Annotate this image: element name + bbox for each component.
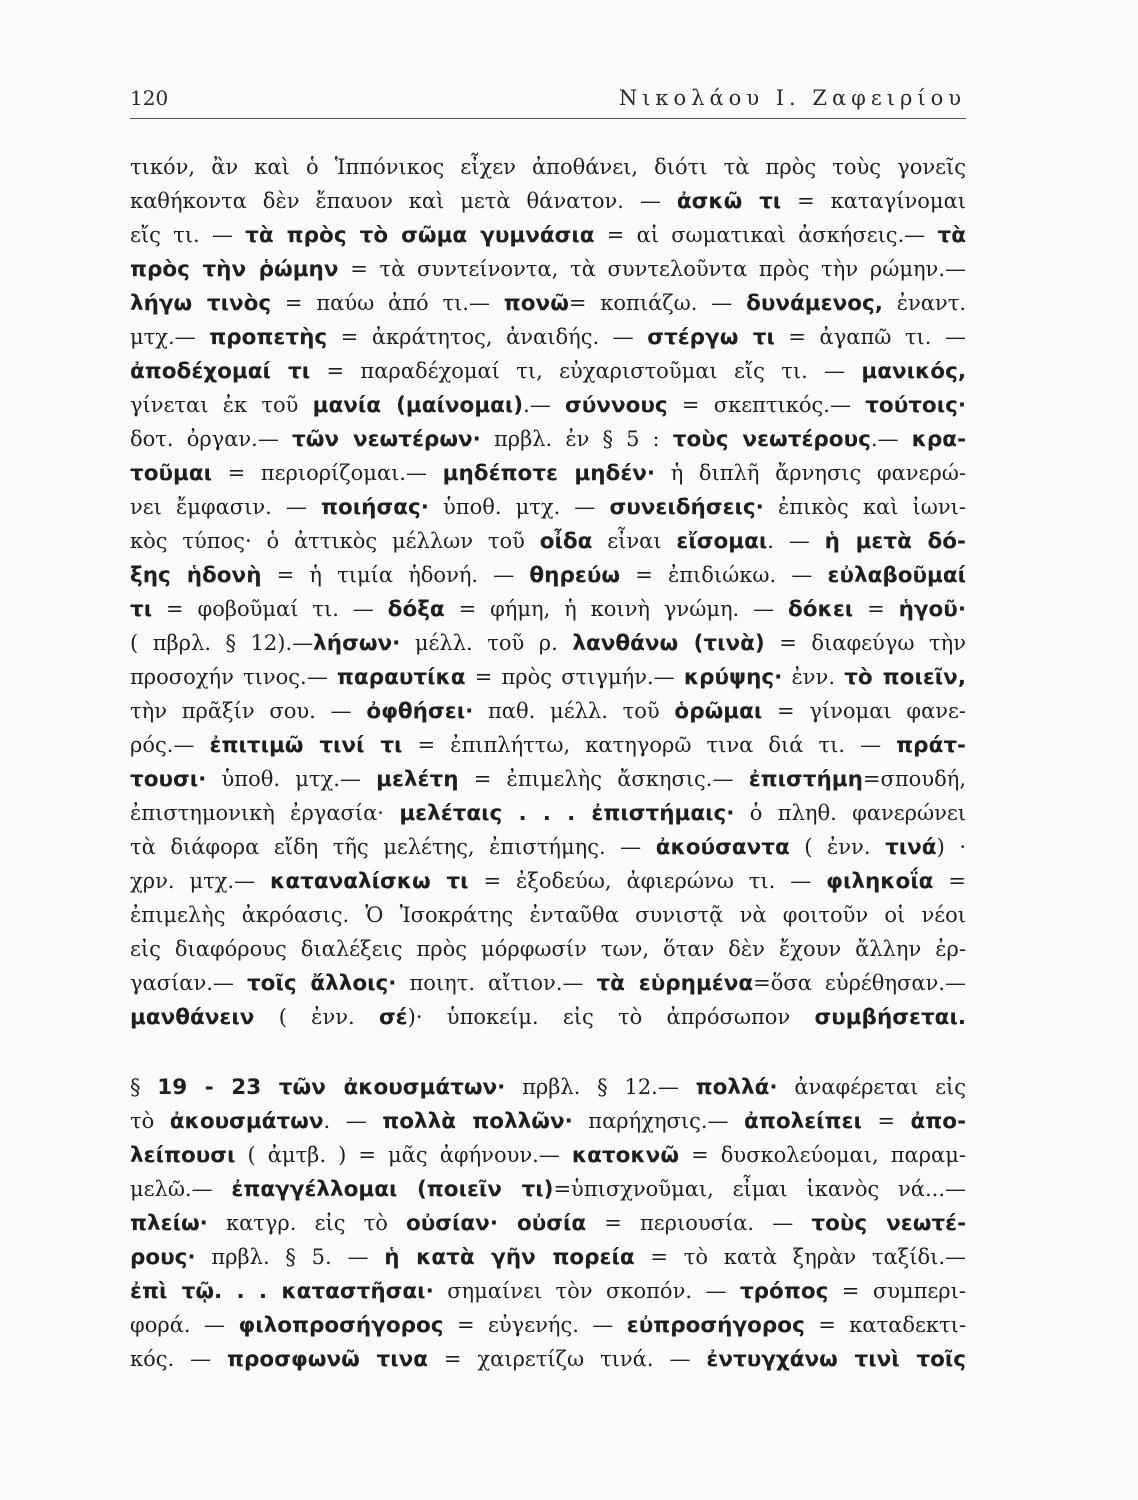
- text-run: = κοπιάζω. —: [568, 291, 747, 315]
- text-line: [130, 558, 966, 592]
- text-line: [130, 1206, 966, 1240]
- bold-term: συμβήσεται.: [814, 1005, 966, 1030]
- bold-term: προπετὴς: [209, 325, 328, 350]
- bold-term: ἐπιτιμῶ τινί τι: [209, 733, 403, 758]
- bold-term: τοῦμαι: [130, 461, 212, 486]
- text-line: [130, 150, 966, 184]
- text-run: =ὑπισχνοῦμαι, εἶμαι ἱκανὸς νά...—: [553, 1177, 966, 1201]
- bold-term: μελέταις . . . ἐπιστήμαις·: [399, 801, 735, 826]
- bold-term: πονῶ: [503, 291, 569, 316]
- text-run: κατγρ. εἰς τὸ: [207, 1211, 406, 1235]
- text-line: [130, 218, 966, 252]
- bold-term: τῶν νεωτέρων·: [291, 427, 481, 452]
- bold-term: στέργω τι: [647, 325, 775, 350]
- text-run: .—: [523, 393, 566, 417]
- text-line: [130, 1138, 966, 1172]
- text-line: [130, 524, 966, 558]
- bold-term: ἀπο-: [910, 1109, 966, 1134]
- bold-term: θηρεύω: [529, 563, 621, 588]
- text-run: . —: [323, 1109, 383, 1133]
- text-line: [130, 1104, 966, 1138]
- bold-term: ὀφθήσει·: [366, 699, 474, 724]
- bold-term: κατοκνῶ: [571, 1143, 680, 1168]
- text-run: γασίαν.—: [130, 971, 247, 995]
- text-line: [130, 1342, 966, 1376]
- bold-term: εὐλαβοῦμαί: [827, 563, 966, 588]
- text-line: [130, 728, 966, 762]
- bold-term: ἐπὶ τῷ. . . καταστῆσαι·: [130, 1279, 434, 1304]
- text-run: ὁ πληθ. φανερώνει: [734, 801, 966, 825]
- text-run: = τὸ κατὰ ξηρὰν ταξίδι.—: [634, 1245, 966, 1269]
- text-run: ἐναντ.: [882, 291, 966, 315]
- text-run: τὸ: [130, 1109, 170, 1133]
- text-run: δοτ. ὀργαν.—: [130, 427, 292, 451]
- bold-term: ξης ἡδονὴ: [130, 563, 262, 588]
- text-run: =: [853, 597, 899, 621]
- bold-term: φιλοπροσήγορος: [238, 1313, 444, 1338]
- text-run: = ἐπιπλήττω, κατηγορῶ τινα διά τι. —: [402, 733, 897, 757]
- bold-term: μανικός,: [861, 359, 966, 384]
- bold-term: ἀκουσμάτων: [169, 1109, 324, 1134]
- bold-term: λανθάνω (τινὰ): [572, 631, 765, 656]
- bold-term: ἡ κατὰ γῆν πορεία: [384, 1245, 635, 1270]
- bold-term: τὰ: [937, 223, 966, 248]
- bold-term: τρόπος: [739, 1279, 829, 1304]
- text-line: [130, 456, 966, 490]
- text-run: ὑποθ. μτχ. —: [428, 495, 610, 519]
- text-run: = συμπερι-: [828, 1279, 966, 1303]
- text-run: παρήχησις.—: [572, 1109, 745, 1133]
- text-run: ἡ διπλῆ ἄρνησις φανερώ-: [655, 461, 966, 485]
- text-run: =: [861, 1109, 911, 1133]
- text-run: = αἱ σωματικαὶ ἀσκήσεις.—: [594, 223, 938, 247]
- bold-term: ἀσκῶ τι: [676, 189, 782, 214]
- bold-term: πλείω·: [130, 1211, 208, 1236]
- text-run: ) ·: [936, 835, 966, 859]
- text-line: [130, 1308, 966, 1342]
- text-run: = χαιρετίζω τινά. —: [428, 1347, 707, 1371]
- text-line: [130, 1240, 966, 1274]
- bold-term: 19 - 23 τῶν ἀκουσμάτων·: [157, 1075, 506, 1100]
- text-run: πρβλ. § 5. —: [195, 1245, 385, 1269]
- text-run: = διαφεύγω τὴν: [764, 631, 966, 655]
- text-run: = καταγίνομαι: [781, 189, 966, 213]
- bold-term: προσφωνῶ τινα: [227, 1347, 429, 1372]
- bold-term: ἐπαγγέλλομαι (ποιεῖν τι): [231, 1177, 554, 1202]
- text-line: [130, 1070, 966, 1104]
- bold-term: λείπουσι: [130, 1143, 236, 1168]
- text-line: [130, 932, 966, 966]
- text-run: = ἐξοδεύω, ἀφιερώνω τι. —: [468, 869, 827, 893]
- text-run: .—: [870, 427, 912, 451]
- text-run: = παύω ἀπό τι.—: [271, 291, 504, 315]
- text-run: νει ἔμφασιν. —: [130, 495, 322, 519]
- text-run: = γίνομαι φανε-: [762, 699, 966, 723]
- bold-term: εἴσομαι: [676, 529, 768, 554]
- text-run: = εὐγενής. —: [443, 1313, 627, 1337]
- text-line: [130, 762, 966, 796]
- text-run: ποιητ. αἴτιον.—: [396, 971, 597, 995]
- text-run: = πρὸς στιγμήν.—: [465, 665, 684, 689]
- bold-term: δόξα: [387, 597, 445, 622]
- text-line: [130, 1172, 966, 1206]
- text-line: [130, 184, 966, 218]
- bold-term: τὰ εὑρημένα: [596, 971, 754, 996]
- text-run: ρός.—: [130, 733, 210, 757]
- bold-term: τὸ ποιεῖν,: [844, 665, 966, 690]
- text-run: κὸς τύπος· ὁ ἀττικὸς μέλλων τοῦ: [130, 529, 540, 553]
- bold-term: τούτοις·: [865, 393, 966, 418]
- text-run: κός. —: [130, 1347, 228, 1371]
- text-line: [130, 1274, 966, 1308]
- text-run: ( ἐνν.: [789, 835, 886, 859]
- bold-term: τοῖς ἄλλοις·: [246, 971, 397, 996]
- text-run: παθ. μέλλ. τοῦ: [473, 699, 675, 723]
- bold-term: πρὸς τὴν ῥώμην: [130, 257, 339, 282]
- text-run: πρβλ. ἐν § 5 :: [480, 427, 673, 451]
- text-run: = ἡ τιμία ἡδονή. —: [261, 563, 530, 587]
- text-run: = ἀγαπῶ τι. —: [774, 325, 966, 349]
- text-line: [130, 694, 966, 728]
- text-line: [130, 796, 966, 830]
- text-run: τὴν πρᾶξίν σου. —: [130, 699, 367, 723]
- bold-term: τουσι·: [130, 767, 207, 792]
- text-run: ( πβρλ. § 12).—: [130, 631, 314, 655]
- text-run: μελῶ.—: [130, 1177, 232, 1201]
- text-run: σημαίνει τὸν σκοπόν. —: [433, 1279, 740, 1303]
- text-run: ἐπιστημονικὴ ἐργασία·: [130, 801, 400, 825]
- text-run: = ἐπιμελὴς ἄσκησις.—: [458, 767, 749, 791]
- bold-term: ἀπολείπει: [744, 1109, 862, 1134]
- text-run: εἶναι: [592, 529, 677, 553]
- text-run: ἐπιμελὴς ἀκρόασις. Ὁ Ἰσοκράτης ἐνταῦθα συνιστᾷ νὰ φοιτοῦν οἱ νέοι: [130, 903, 966, 927]
- text-run: =σπουδή,: [862, 767, 966, 791]
- text-run: §: [130, 1075, 158, 1099]
- page-number: 120: [130, 86, 169, 110]
- text-run: καθήκοντα δὲν ἔπαυον καὶ μετὰ θάνατον. —: [130, 189, 677, 213]
- bold-term: μανία (μαίνομαι): [312, 393, 524, 418]
- text-run: = καταδεκτι-: [804, 1313, 966, 1337]
- bold-term: μηδέποτε μηδέν·: [442, 461, 656, 486]
- text-body: [130, 150, 966, 1376]
- bold-term: δυνάμενος,: [746, 291, 883, 316]
- text-run: = σκεπτικός.—: [667, 393, 866, 417]
- bold-term: κρα-: [911, 427, 966, 452]
- text-run: μτχ.—: [130, 325, 210, 349]
- page-header: [130, 84, 966, 119]
- bold-term: φιληκοΐα: [826, 869, 934, 894]
- bold-term: τοὺς νεωτέρους: [672, 427, 871, 452]
- bold-term: τινά: [885, 835, 937, 860]
- bold-term: παραυτίκα: [336, 665, 466, 690]
- bold-term: ἡ μετὰ δό-: [824, 529, 966, 554]
- bold-term: πολλά·: [695, 1075, 778, 1100]
- bold-term: πράτ-: [896, 733, 966, 758]
- bold-term: σέ: [378, 1005, 408, 1030]
- bold-term: ἀκούσαντα: [655, 835, 790, 860]
- text-run: =: [933, 869, 966, 893]
- text-run: )· ὑποκείμ. εἰς τὸ ἀπρόσωπον: [407, 1005, 815, 1029]
- text-line: [130, 864, 966, 898]
- text-run: = παραδέχομαί τι, εὐχαριστοῦμαι εἴς τι. —: [310, 359, 862, 383]
- text-run: εἰς διαφόρους διαλέξεις πρὸς μόρφωσίν των, ὅταν δὲν ἔχουν ἄλλην ἐρ-: [130, 937, 966, 961]
- text-run: = φήμη, ἡ κοινὴ γνώμη. —: [444, 597, 789, 621]
- bold-term: καταναλίσκω τι: [270, 869, 469, 894]
- text-line: [130, 830, 966, 864]
- bold-term: ἐντυγχάνω τινὶ τοῖς: [706, 1347, 966, 1372]
- text-run: = ἐπιδιώκω. —: [620, 563, 828, 587]
- text-line: [130, 626, 966, 660]
- text-line: [130, 354, 966, 388]
- bold-term: ποιήσας·: [321, 495, 429, 520]
- text-run: . —: [767, 529, 825, 553]
- text-run: =ὅσα εὑρέθησαν.—: [753, 971, 966, 995]
- text-run: πρβλ. § 12.—: [505, 1075, 696, 1099]
- bold-term: οὐσίαν· οὐσία: [406, 1211, 587, 1236]
- bold-term: λήσων·: [313, 631, 401, 656]
- bold-term: πολλὰ πολλῶν·: [382, 1109, 573, 1134]
- text-run: τὰ διάφορα εἴδη τῆς μελέτης, ἐπιστήμης. —: [130, 835, 656, 859]
- text-line: [130, 388, 966, 422]
- paragraph-gap: [130, 1034, 966, 1070]
- bold-term: δόκει: [788, 597, 854, 622]
- text-line: [130, 1000, 966, 1034]
- text-line: [130, 490, 966, 524]
- text-line: [130, 286, 966, 320]
- bold-term: σύννους: [565, 393, 668, 418]
- bold-term: συνειδήσεις·: [609, 495, 764, 520]
- text-run: ἀναφέρεται εἰς: [777, 1075, 966, 1099]
- bold-term: μανθάνειν: [130, 1005, 255, 1030]
- bold-term: τὰ πρὸς τὸ σῶμα γυμνάσια: [245, 223, 595, 248]
- running-head: Νικολάου Ι. Ζαφειρίου: [618, 86, 966, 110]
- text-run: = τὰ συντείνοντα, τὰ συντελοῦντα πρὸς τὴν ρώμην.—: [338, 257, 966, 281]
- text-run: φορά. —: [130, 1313, 239, 1337]
- bold-term: ρους·: [130, 1245, 196, 1270]
- bold-term: ἐπιστήμη: [748, 767, 863, 792]
- bold-term: ὁρῶμαι: [674, 699, 763, 724]
- text-line: [130, 660, 966, 694]
- text-run: = δυσκολεύομαι, παραμ-: [679, 1143, 966, 1167]
- text-run: ἐπικὸς καὶ ἰωνι-: [763, 495, 966, 519]
- bold-term: τι: [130, 597, 153, 622]
- text-line: [130, 252, 966, 286]
- text-run: εἴς τι. —: [130, 223, 246, 247]
- bold-term: ἀποδέχομαί τι: [130, 359, 311, 384]
- text-run: μέλλ. τοῦ ρ.: [400, 631, 573, 655]
- text-line: [130, 966, 966, 1000]
- text-run: = περιουσία. —: [586, 1211, 812, 1235]
- bold-term: κρύψης·: [683, 665, 783, 690]
- text-run: ὑποθ. μτχ.—: [206, 767, 377, 791]
- bold-term: οἶδα: [539, 529, 593, 554]
- text-run: τικόν, ἂν καὶ ὁ Ἱππόνικος εἶχεν ἀποθάνει, διότι τὰ πρὸς τοὺς γονεῖς: [130, 155, 966, 179]
- text-run: ἐνν.: [782, 665, 845, 689]
- text-line: [130, 422, 966, 456]
- text-line: [130, 898, 966, 932]
- text-run: χρν. μτχ.—: [130, 869, 271, 893]
- text-line: [130, 320, 966, 354]
- text-run: = φοβοῦμαί τι. —: [152, 597, 388, 621]
- bold-term: τοὺς νεωτέ-: [811, 1211, 966, 1236]
- text-run: προσοχήν τινος.—: [130, 665, 337, 689]
- text-line: [130, 592, 966, 626]
- text-run: = ἀκράτητος, ἀναιδής. —: [327, 325, 648, 349]
- text-run: ( ἐνν.: [254, 1005, 379, 1029]
- bold-term: λήγω τινὸς: [130, 291, 272, 316]
- text-run: = περιορίζομαι.—: [211, 461, 443, 485]
- bold-term: ἡγοῦ·: [898, 597, 966, 622]
- text-run: γίνεται ἐκ τοῦ: [130, 393, 313, 417]
- bold-term: εὐπροσήγορος: [626, 1313, 805, 1338]
- bold-term: μελέτη: [376, 767, 459, 792]
- text-run: ( ἀμτβ. ) = μᾶς ἀφήνουν.—: [235, 1143, 572, 1167]
